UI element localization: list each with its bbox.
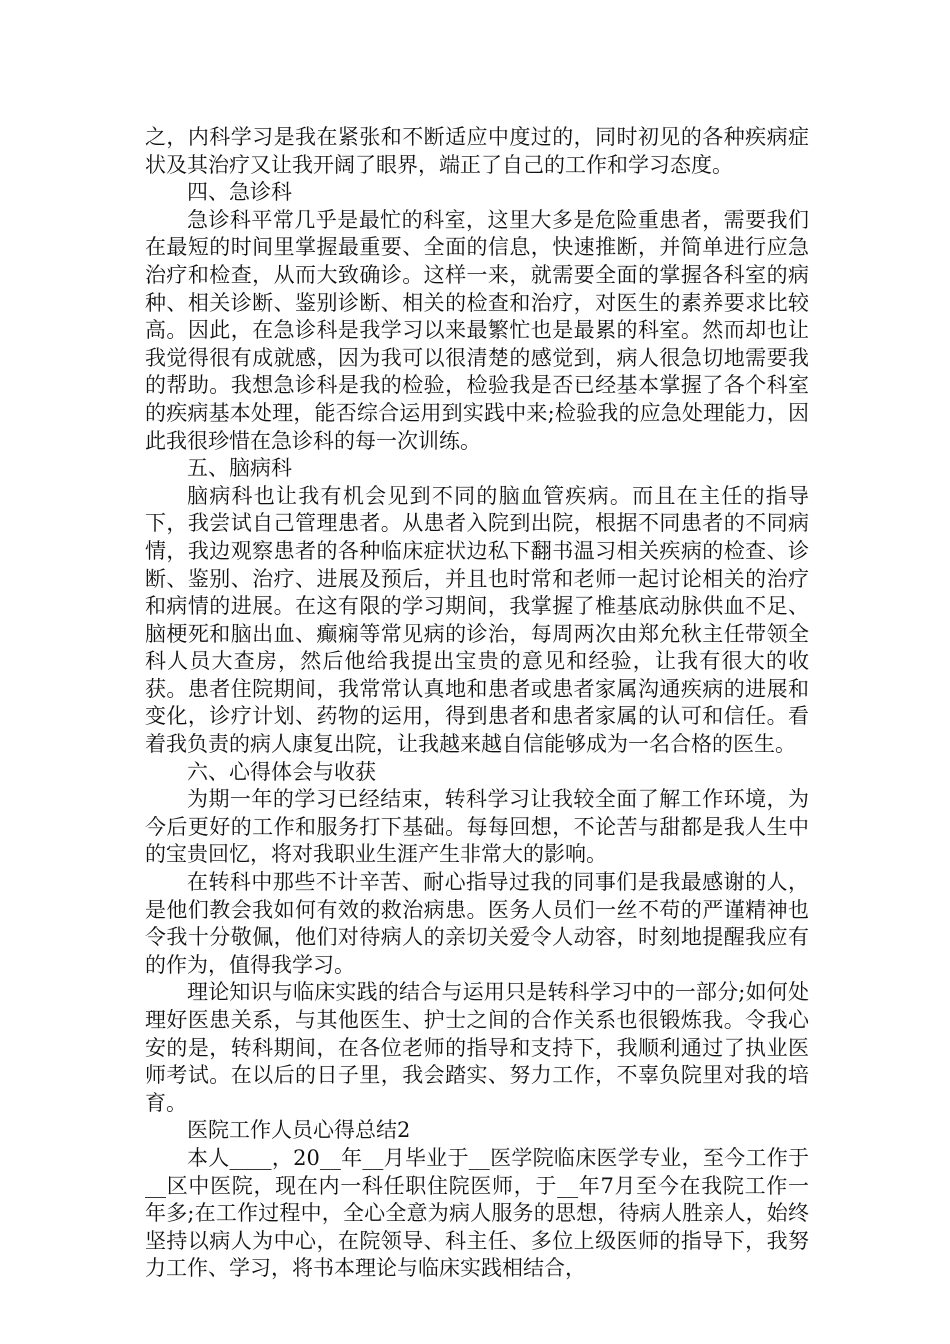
section-heading-experience: 六、心得体会与收获 xyxy=(187,759,376,784)
paragraph-summary-2: 本人____，20__年__月毕业于__医学院临床医学专业，至今工作于__区中医院，现在内一科任职住院医师，于__年7月至今在我院工作一年多;在工作过程中，全心全意为病人服务的思想，待病人胜亲人，始终坚持以病人为中心，在院领导、科主任、多位上级医师的指导下，我努力工作、学习，将书本理论与临床实践相结合， xyxy=(145,1145,809,1281)
paragraph-continuation: 之，内科学习是我在紧张和不断适应中度过的，同时初见的各种疾病症状及其治疗又让我开阔了眼界，端正了自己的工作和学习态度。 xyxy=(145,125,809,177)
summary-title-2: 医院工作人员心得总结2 xyxy=(187,1118,411,1143)
paragraph-neurology: 脑病科也让我有机会见到不同的脑血管疾病。而且在主任的指导下，我尝试自己管理患者。从患者入院到出院，根据不同患者的不同病情，我边观察患者的各种临床症状边私下翻书温习相关疾病的检查、诊断、鉴别、治疗、进展及预后，并且也时常和老师一起讨论相关的治疗和病情的进展。在这有限的学习期间，我掌握了椎基底动脉供血不足、脑梗死和脑出血、癫痫等常见病的诊治，每周两次由郑允秋主任带领全科人员大查房，然后他给我提出宝贵的意见和经验，让我有很大的收获。患者住院期间，我常常认真地和患者或患者家属沟通疾病的进展和变化，诊疗计划、药物的运用，得到患者和患者家属的认可和信任。看着我负责的病人康复出院，让我越来越自信能够成为一名合格的医生。 xyxy=(145,483,809,757)
section-heading-emergency: 四、急诊科 xyxy=(187,180,292,205)
section-heading-neurology: 五、脑病科 xyxy=(187,456,292,481)
paragraph-experience-1: 为期一年的学习已经结束，转科学习让我较全面了解工作环境，为今后更好的工作和服务打下基础。每每回想，不论苦与甜都是我人生中的宝贵回忆，将对我职业生涯产生非常大的影响。 xyxy=(145,787,809,867)
document-page xyxy=(145,124,809,1283)
paragraph-experience-2: 在转科中那些不计辛苦、耐心指导过我的同事们是我最感谢的人，是他们教会我如何有效的救治病患。医务人员们一丝不苟的严谨精神也令我十分敬佩，他们对待病人的亲切关爱令人动容，时刻地提醒我应有的作为，值得我学习。 xyxy=(145,870,809,977)
paragraph-emergency: 急诊科平常几乎是最忙的科室，这里大多是危险重患者，需要我们在最短的时间里掌握最重要、全面的信息，快速推断，并简单进行应急治疗和检查，从而大致确诊。这样一来，就需要全面的掌握各科室的病种、相关诊断、鉴别诊断、相关的检查和治疗，对医生的素养要求比较高。因此，在急诊科是我学习以来最繁忙也是最累的科室。然而却也让我觉得很有成就感，因为我可以很清楚的感觉到，病人很急切地需要我的帮助。我想急诊科是我的检验，检验我是否已经基本掌握了各个科室的疾病基本处理，能否综合运用到实践中来;检验我的应急处理能力，因此我很珍惜在急诊科的每一次训练。 xyxy=(145,207,809,453)
paragraph-experience-3: 理论知识与临床实践的结合与运用只是转科学习中的一部分;如何处理好医患关系，与其他医生、护士之间的合作关系也很锻炼我。令我心安的是，转科期间，在各位老师的指导和支持下，我顺利通过了执业医师考试。在以后的日子里，我会踏实、努力工作，不辜负院里对我的培育。 xyxy=(145,980,809,1115)
